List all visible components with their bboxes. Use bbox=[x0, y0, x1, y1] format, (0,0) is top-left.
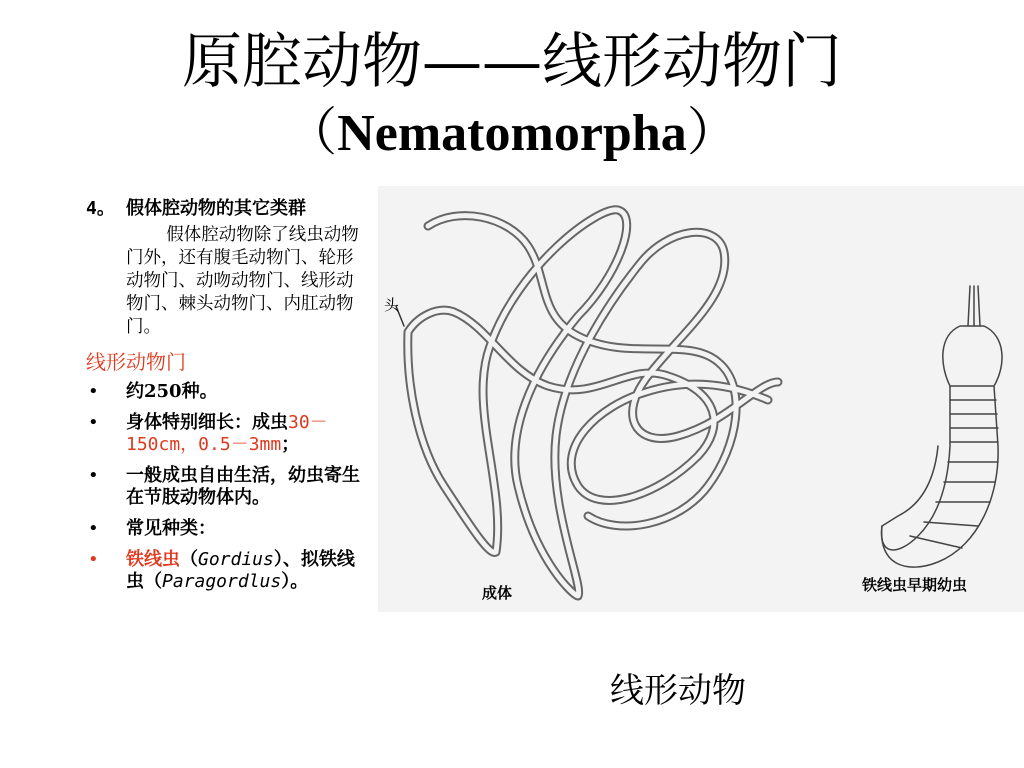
bullet-dot: • bbox=[88, 465, 99, 486]
item-heading: 假体腔动物的其它类群 bbox=[126, 198, 306, 219]
bullet-text: 常见种类： bbox=[126, 518, 216, 539]
slide-subtitle bbox=[0, 100, 1024, 167]
worm-illustration bbox=[378, 186, 1024, 612]
paren: （ bbox=[180, 549, 198, 570]
bullet-species-count bbox=[86, 381, 368, 403]
bullet-list bbox=[86, 381, 368, 593]
adult-worm-inner bbox=[408, 210, 778, 596]
bullet-text: 一般成虫自由生活，幼虫寄生在节肢动物体内。 bbox=[126, 465, 360, 508]
bullet-dot: • bbox=[88, 412, 99, 433]
bullet-end: ； bbox=[281, 434, 300, 455]
numbered-heading bbox=[86, 198, 368, 220]
text-column bbox=[86, 198, 368, 602]
illustration-drawing bbox=[378, 186, 1024, 612]
bullet-species-names bbox=[86, 549, 368, 593]
slide-title: 原腔动物——线形动物门 bbox=[182, 27, 842, 97]
close-paren: ） bbox=[686, 103, 739, 163]
latin-name: Nematomorpha bbox=[337, 105, 687, 162]
size-range: 30－150cm，0.5－3mm bbox=[126, 412, 328, 455]
paragordius-cn: ）、拟铁线虫（ bbox=[126, 549, 355, 592]
item-number: 4。 bbox=[86, 198, 115, 219]
adult-label: 成体 bbox=[482, 584, 513, 602]
larva-label: 铁线虫早期幼虫 bbox=[862, 576, 968, 594]
bullet-body-size bbox=[86, 412, 368, 456]
paragordius-latin: Paragordlus bbox=[162, 571, 282, 592]
gordius-latin: Gordius bbox=[198, 549, 274, 570]
gordius-cn: 铁线虫 bbox=[126, 549, 180, 570]
figure-caption: 线形动物 bbox=[610, 671, 746, 711]
bullet-dot: • bbox=[88, 381, 99, 402]
bullet-text: 约250种。 bbox=[126, 381, 218, 402]
bullet-dot: • bbox=[88, 518, 99, 539]
bullet-common-species bbox=[86, 518, 368, 540]
bullet-lifestyle bbox=[86, 465, 368, 509]
bullet-dot: • bbox=[88, 549, 99, 570]
head-label: 头 bbox=[384, 296, 400, 314]
bullet-text: 身体特别细长：成虫 bbox=[126, 412, 288, 433]
phylum-subheading: 线形动物门 bbox=[86, 350, 186, 374]
open-paren: （ bbox=[285, 103, 338, 163]
paren-close: ）。 bbox=[281, 571, 309, 592]
larva bbox=[881, 286, 1002, 567]
description-paragraph: 假体腔动物除了线虫动物门外，还有腹毛动物门、轮形动物门、动吻动物门、线形动物门、棘头动物门、内肛动物门。 bbox=[126, 225, 359, 337]
